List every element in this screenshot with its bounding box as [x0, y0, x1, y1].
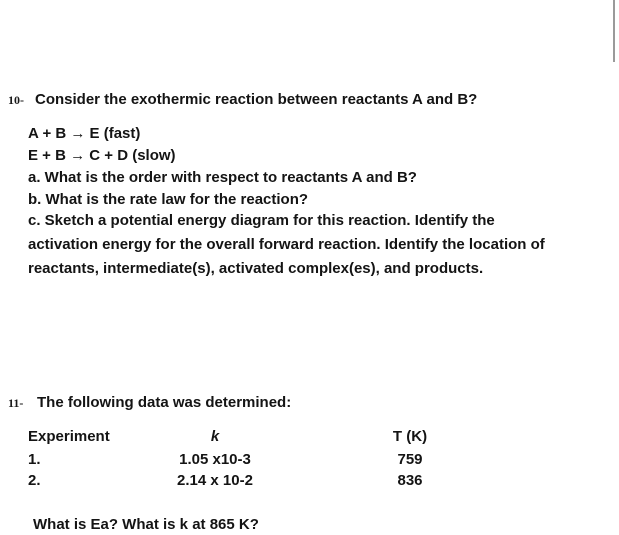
table-cell-temperature: 836 — [397, 472, 423, 489]
question-11-number: 11- — [8, 396, 24, 410]
reaction-step-2: E + B → C + D (slow) — [28, 147, 176, 164]
question-10c-line-3: reactants, intermediate(s), activated complex(es), and products. — [28, 260, 484, 277]
table-cell-temperature: 759 — [397, 451, 423, 468]
table-header-temperature: T (K) — [392, 428, 428, 445]
question-11-title: The following data was determined: — [37, 394, 292, 411]
question-10c-line-2: activation energy for the overall forward reaction. Identify the location of — [28, 236, 545, 253]
table-header-k: k — [210, 428, 220, 445]
question-10c-line-1: c. Sketch a potential energy diagram for this reaction. Identify the — [28, 212, 495, 229]
table-header-experiment: Experiment — [28, 428, 110, 445]
question-10a: a. What is the order with respect to reactants A and B? — [28, 169, 417, 186]
table-cell-experiment: 1. — [28, 451, 41, 468]
table-cell-experiment: 2. — [28, 472, 41, 489]
question-10b: b. What is the rate law for the reaction? — [28, 191, 309, 208]
scroll-edge-line — [613, 0, 615, 62]
question-11-prompt: What is Ea? What is k at 865 K? — [33, 516, 259, 533]
question-10-title: Consider the exothermic reaction between reactants A and B? — [35, 91, 478, 108]
reaction-step-1: A + B → E (fast) — [28, 125, 141, 142]
table-cell-k: 2.14 x 10-2 — [177, 472, 253, 489]
table-cell-k: 1.05 x10-3 — [179, 451, 251, 468]
question-10-number: 10- — [8, 93, 24, 107]
